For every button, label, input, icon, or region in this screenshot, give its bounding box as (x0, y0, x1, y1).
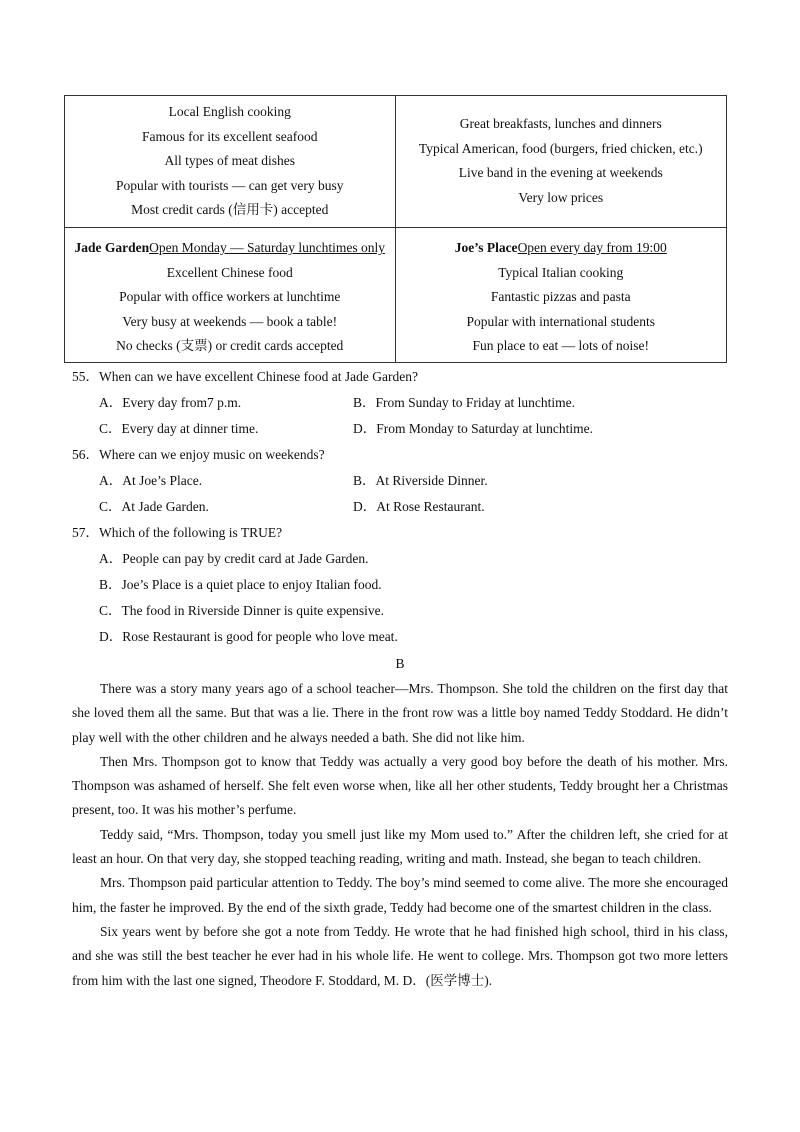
document-body (72, 364, 728, 993)
restaurant-name: Jade Garden (74, 240, 150, 255)
cell-line: Popular with international students (466, 313, 656, 329)
cell-line: Typical Italian cooking (498, 264, 624, 280)
opening-hours: Open every day from 19:00 (517, 240, 667, 255)
answer-options (72, 468, 728, 520)
passage-paragraph: Then Mrs. Thompson got to know that Teddy was actually a very good boy before the death of his mother. Mrs. Thompson was ashamed of herself. She felt even worse when, like all her other students, Teddy brought her a Christmas present, too. It was his mother’s perfume. (72, 753, 728, 818)
cell-line: Live band in the evening at weekends (458, 165, 663, 181)
cell-line: Famous for its excellent seafood (142, 128, 318, 144)
option-d: D．Rose Restaurant is good for people who love meat. (99, 629, 398, 644)
option-c: C．At Jade Garden. (99, 499, 209, 514)
table-cell-top-left (65, 96, 396, 228)
cell-line: Very low prices (518, 189, 604, 205)
answer-options (72, 390, 728, 442)
question-56 (72, 442, 728, 520)
option-a: A．People can pay by credit card at Jade Garden. (99, 551, 369, 566)
cell-line: Very busy at weekends — book a table! (122, 313, 338, 329)
cell-line: Popular with tourists — can get very busy (115, 177, 344, 193)
cell-heading (65, 232, 395, 261)
option-b: B．Joe’s Place is a quiet place to enjoy Italian food. (99, 577, 382, 592)
cell-line: Excellent Chinese food (166, 264, 293, 280)
cell-line: Typical American, food (burgers, fried chicken, etc.) (418, 140, 703, 156)
cell-heading (396, 232, 727, 261)
table-cell-jade-garden (65, 228, 396, 362)
question-stem: 57．Which of the following is TRUE? (72, 525, 283, 540)
answer-options (72, 546, 728, 650)
table-cell-joes-place (396, 228, 727, 362)
table-cell-top-right (396, 96, 727, 228)
restaurant-name: Joe’s Place (454, 240, 518, 255)
option-d: D．At Rose Restaurant. (353, 499, 485, 514)
question-55 (72, 364, 728, 442)
passage-paragraph: There was a story many years ago of a school teacher—Mrs. Thompson. She told the children on the first day that she loved them all the same. But that was a lie. There in the front row was a little boy named Teddy Stoddard. He didn’t play well with the other children and he always needed a bath. She did not like him. (72, 681, 728, 745)
option-d: D．From Monday to Saturday at lunchtime. (353, 421, 593, 436)
option-b: B．At Riverside Dinner. (353, 473, 488, 488)
question-stem: 56．Where can we enjoy music on weekends? (72, 447, 325, 462)
opening-hours: Open Monday — Saturday lunchtimes only (149, 240, 385, 255)
option-a: A．At Joe’s Place. (99, 473, 203, 488)
option-c: C．The food in Riverside Dinner is quite expensive. (99, 603, 384, 618)
cell-line: Fantastic pizzas and pasta (490, 289, 631, 305)
cell-line: Popular with office workers at lunchtime (119, 289, 341, 305)
restaurant-table (64, 95, 727, 363)
cell-line: No checks (支票) or credit cards accepted (116, 338, 344, 354)
section-label: B (395, 656, 405, 671)
option-a: A．Every day from7 p.m. (99, 395, 242, 410)
cell-line: Fun place to eat — lots of noise! (472, 338, 650, 354)
passage-paragraph: Teddy said, “Mrs. Thompson, today you smell just like my Mom used to.” After the children left, she cried for at least an hour. On that very day, she stopped teaching reading, writing and math. Instead, she began to teach children. (72, 826, 728, 867)
question-stem: 55．When can we have excellent Chinese food at Jade Garden? (72, 369, 418, 384)
cell-line: All types of meat dishes (164, 153, 295, 169)
question-57 (72, 520, 728, 650)
cell-line: Most credit cards (信用卡) accepted (131, 202, 329, 218)
option-b: B．From Sunday to Friday at lunchtime. (353, 395, 575, 410)
cell-line: Local English cooking (168, 104, 291, 119)
cell-line: Great breakfasts, lunches and dinners (459, 116, 662, 131)
passage-paragraph: Six years went by before she got a note from Teddy. He wrote that he had finished high school, third in his class, and she was still the best teacher he ever had in his whole life. He went to college. Mrs. Thompson got two more letters from him with the last one signed, Theodore F. Stoddard, M. D．(医学博士). (72, 923, 728, 988)
option-c: C．Every day at dinner time. (99, 421, 259, 436)
passage-paragraph: Mrs. Thompson paid particular attention to Teddy. The boy’s mind seemed to come alive. The more she encouraged him, the faster he improved. By the end of the sixth grade, Teddy had become one of the smartest children in the class. (72, 875, 728, 915)
